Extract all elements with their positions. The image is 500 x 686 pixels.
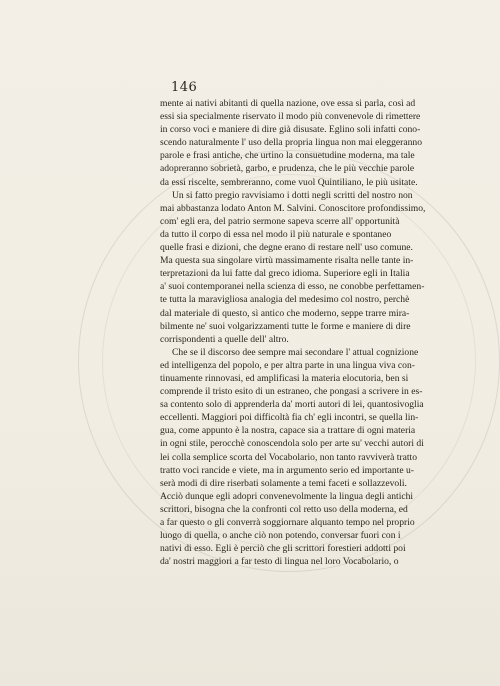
text-line: eccellenti. Maggiori poi difficoltà fia ch' egli incontri, se quella lin-: [160, 412, 419, 424]
text-line: da' nostri maggiori a far testo di lingua nel loro Vocabolario, o: [160, 556, 399, 568]
text-line: quelle frasi e dizioni, che degne erano di restare nell' uso comune.: [160, 242, 413, 254]
text-line: in ogni stile, perocchè conoscendola solo per arte su' vecchi autori di: [160, 438, 424, 450]
text-line: serà modi di dire riserbati solamente a temi faceti e sollazzevoli.: [160, 477, 407, 489]
text-line: nativi di esso. Egli è perciò che gli scrittori forestieri addotti poi: [160, 543, 406, 555]
text-line: terpretazioni da lui fatte dal greco idioma. Superiore egli in Italia: [160, 268, 410, 280]
text-line: Che se il discorso dee sempre mai secondare l' attual cognizione: [172, 346, 419, 358]
text-line: parole e frasi antiche, che urtino la consuetudine moderna, ma tale: [160, 150, 415, 162]
body-text: [160, 97, 484, 568]
text-line: corrispondenti a quelle dell' altro.: [160, 333, 289, 345]
text-line: scrittori, bisogna che la confronti col retto uso della moderna, ed: [160, 503, 408, 515]
text-line: tratto voci rancide e viete, ma in argumento serio ed importante u-: [160, 464, 414, 476]
text-line: Un si fatto pregio ravvisiamo i dotti negli scritti del nostro non: [172, 189, 413, 201]
text-line: adopreranno sobrietà, garbo, e prudenza, che le più vecchie parole: [160, 163, 415, 175]
text-line: scendo naturalmente l' uso della propria lingua non mai eleggeranno: [160, 137, 423, 149]
text-line: sa contento solo di apprenderla da' morti autori di lei, quantosivoglia: [160, 399, 424, 411]
text-line: ed intelligenza del popolo, e per altra parte in una lingua viva con-: [160, 359, 415, 371]
text-line: mente ai nativi abitanti di quella nazione, ove essa si parla, così ad: [160, 98, 416, 109]
text-line: mai abbastanza lodato Anton M. Salvini. Conoscitore profondissimo,: [160, 202, 426, 214]
text-line: in corso voci e maniere di dire già disusate. Eglino soli infatti cono-: [160, 124, 421, 136]
text-line: Acciò dunque egli adopri convenevolmente la lingua degli antichi: [160, 490, 414, 502]
text-line: a' suoi contemporanei nella scienza di esso, ne conobbe perfettamen-: [160, 281, 425, 293]
text-line: com' egli era, del patrio sermone sapeva scerre all' opportunità: [160, 215, 400, 227]
text-line: bilmente ne' suoi volgarizzamenti tutte le forme e maniere di dire: [160, 320, 411, 332]
text-line: essi sia specialmente riservato il modo più convenevole di rimettere: [160, 111, 421, 123]
text-line: luogo di quella, o anche ciò non potendo, conversar fuori con i: [160, 530, 401, 542]
page-number: 146: [171, 80, 198, 95]
text-line: a far questo o gli converrà soggiornare alquanto tempo nel proprio: [160, 517, 415, 528]
text-line: tinuamente rinnovasi, ed amplificasi la materia elocutoria, ben si: [160, 372, 409, 384]
text-line: gua, come appunto è la nostra, capace sia a trattare di ogni materia: [160, 425, 416, 437]
text-line: Ma questa sua singolare virtù massimamente risalta nelle tante in-: [160, 255, 414, 267]
text-line: te tutta la maravigliosa analogia del medesimo col nostro, perchè: [160, 294, 410, 306]
text-line: lei colla semplice scorta del Vocabolario, non tanto ravviverà tratto: [160, 451, 417, 463]
text-line: comprende il tristo esito di un estraneo, che pongasi a scrivere in es-: [160, 386, 423, 398]
text-line: da essi riscelte, sembreranno, come vuol Quintiliano, le più usitate.: [160, 176, 418, 188]
text-line: dal materiale di questo, sì antico che moderno, seppe trarre mira-: [160, 307, 410, 319]
text-line: da tutto il corpo di essa nel modo il più naturale e spontaneo: [160, 228, 392, 240]
